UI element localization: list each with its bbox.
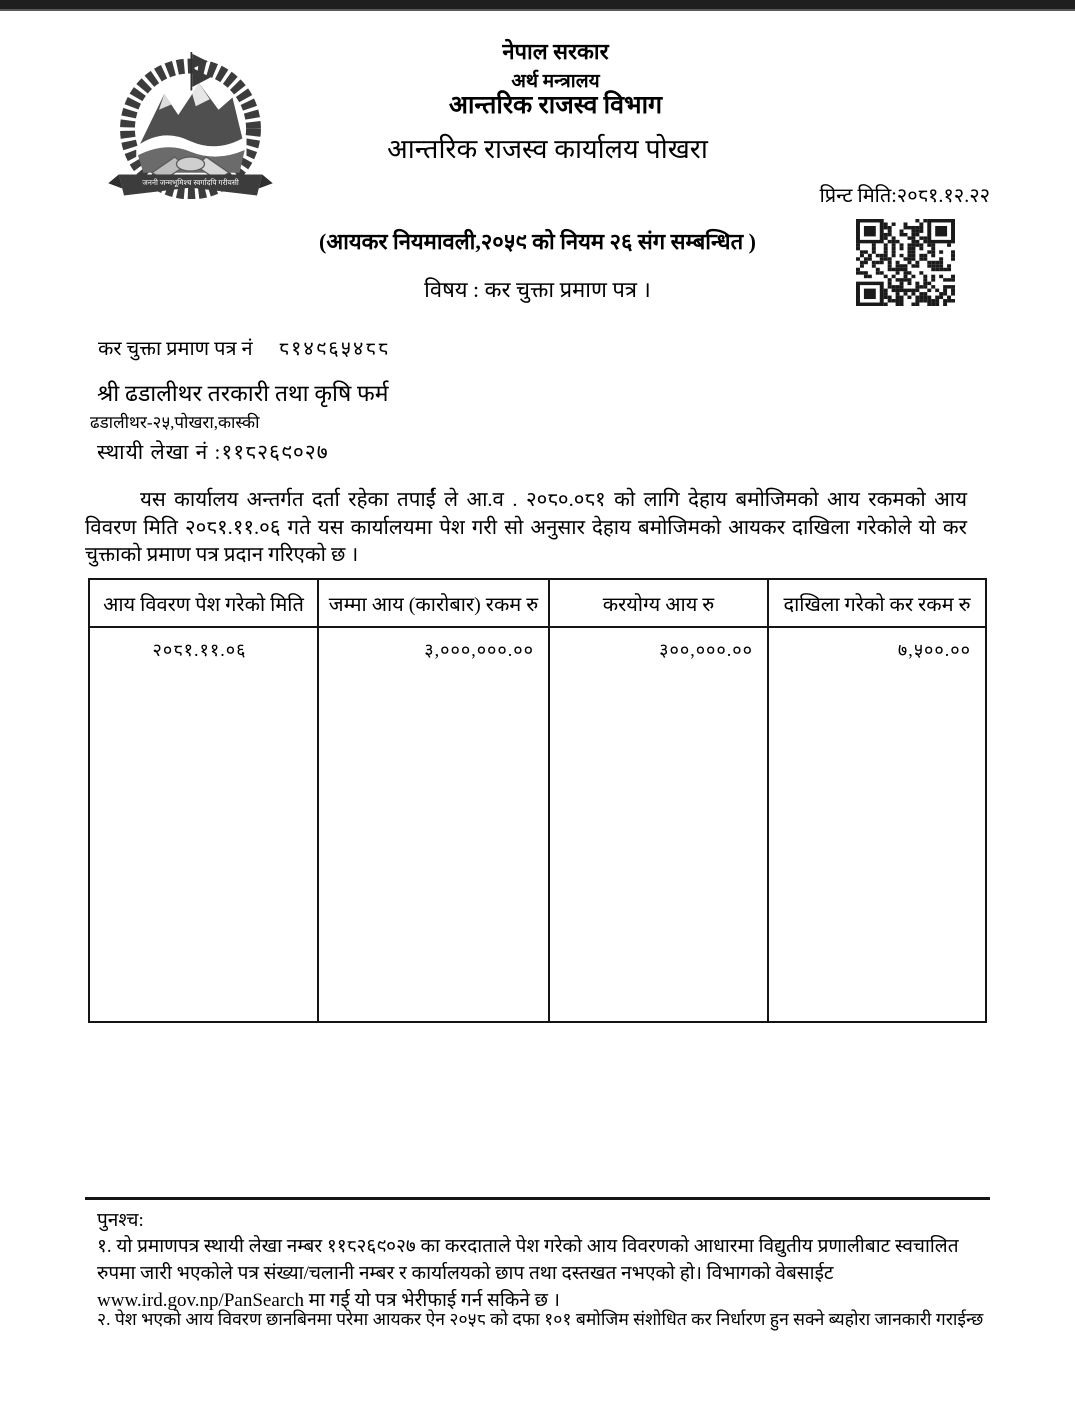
table-header-row bbox=[89, 579, 986, 627]
certificate-number-label: कर चुक्ता प्रमाण पत्र नं bbox=[98, 338, 253, 360]
cell-taxable-income: ३००,०००.०० bbox=[549, 627, 768, 1022]
qr-code bbox=[856, 219, 955, 306]
ministry-name: अर्थ मन्त्रालय bbox=[511, 71, 600, 92]
government-name: नेपाल सरकार bbox=[502, 39, 609, 64]
cell-tax-paid: ७,५००.०० bbox=[768, 627, 986, 1022]
col-header-return-date: आय विवरण पेश गरेको मिति bbox=[89, 579, 318, 627]
footer-note-1: १. यो प्रमाणपत्र स्थायी लेखा नम्बर ११८२६९०२७ का करदाताले पेश गरेको आय विवरणको आधारमा विद्युतीय प्रणालीबाट स्वचालित रुपमा जारी भएकोले पत्र संख्या/चलानी नम्बर र कार्यालयको छाप तथा दस्तखत नभएको हो। विभागको वेबसाईट www.ird.gov.np/PanSearch मा गई यो पत्र भेरीफाई गर्न सकिने छ । bbox=[97, 1236, 959, 1311]
cell-total-income: ३,०००,०००.०० bbox=[318, 627, 549, 1022]
pan-number-line bbox=[97, 438, 329, 466]
footer-divider bbox=[85, 1197, 990, 1200]
certificate-body-paragraph: यस कार्यालय अन्तर्गत दर्ता रहेका तपाईं ले आ.व . २०८०.०८१ को लागि देहाय बमोजिमको आय रकमको आय विवरण मिति २०८१.११.०६ गते यस कार्यालयमा पेश गरी सो अनुसार देहाय बमोजिमको आयकर दाखिला गरेकोले यो कर चुक्ताको प्रमाण पत्र प्रदान गरिएको छ । bbox=[85, 489, 967, 566]
office-name: आन्तरिक राजस्व कार्यालय पोखरा bbox=[387, 134, 708, 164]
certificate-number-line bbox=[98, 334, 390, 361]
department-name: आन्तरिक राजस्व विभाग bbox=[448, 92, 663, 119]
pan-number-value: ११८२६९०२७ bbox=[221, 440, 329, 464]
subject-line: विषय : कर चुक्ता प्रमाण पत्र । bbox=[424, 277, 651, 302]
col-header-taxable-income: करयोग्य आय रु bbox=[549, 579, 768, 627]
col-header-tax-paid: दाखिला गरेको कर रकम रु bbox=[768, 579, 986, 627]
recipient-name: श्री ढडालीथर तरकारी तथा कृषि फर्म bbox=[97, 381, 389, 406]
income-tax-table bbox=[88, 578, 987, 1023]
table-row bbox=[89, 627, 986, 1022]
postscript-label: पुनश्च: bbox=[97, 1210, 144, 1231]
rule-reference: (आयकर नियमावली,२०५९ को नियम २६ संग सम्बन्धित ) bbox=[319, 229, 756, 254]
recipient-address: ढडालीथर-२५,पोखरा,कास्की bbox=[90, 413, 260, 432]
viewer-top-bar bbox=[0, 0, 1075, 11]
emblem-motto-text: जननी जन्मभूमिश्च स्वर्गादपि गरीयसी bbox=[142, 178, 239, 187]
pan-label: स्थायी लेखा नं : bbox=[97, 440, 222, 464]
cell-return-date: २०८१.११.०६ bbox=[89, 627, 318, 1022]
col-header-total-income: जम्मा आय (कारोबार) रकम रु bbox=[318, 579, 549, 627]
print-date: प्रिन्ट मिति:२०८१.१२.२२ bbox=[819, 185, 990, 207]
certificate-number-value: ८१४९६५४८८ bbox=[278, 338, 391, 360]
footer-note-2: २. पेश भएको आय विवरण छानबिनमा परेमा आयकर ऐन २०५८ को दफा १०१ बमोजिम संशोधित कर निर्धारण हुन सक्ने ब्यहोरा जानकारी गराईन्छ bbox=[97, 1309, 984, 1329]
